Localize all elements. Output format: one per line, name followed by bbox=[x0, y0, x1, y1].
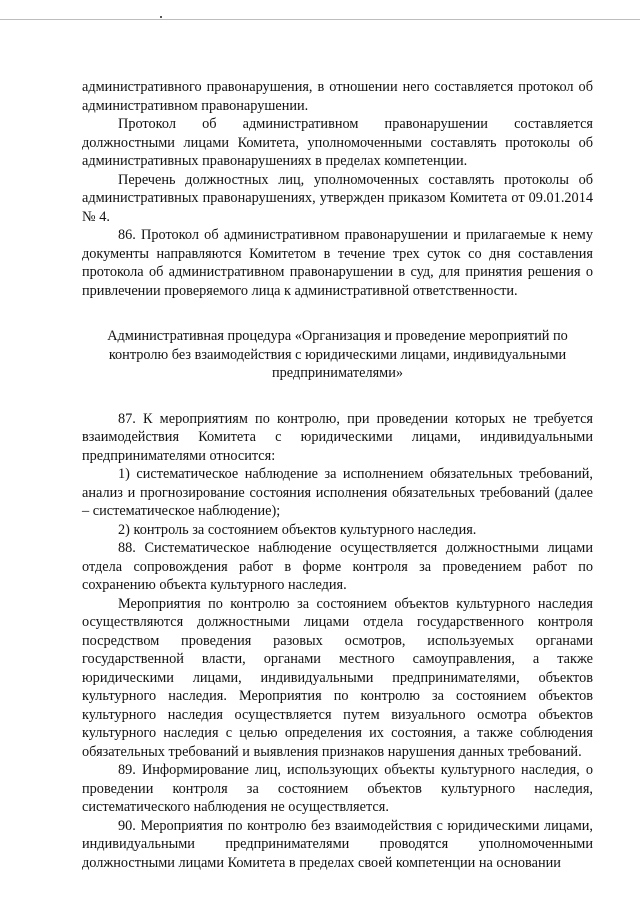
scan-speck bbox=[160, 16, 162, 18]
paragraph-86: 86. Протокол об административном правонарушении и прилагаемые к нему документы направляются Комитетом в течение трех суток со дня составления протокола об административном правонарушении в суд, для принятия решения о привлечении проверяемого лица к административной ответственности. bbox=[82, 227, 593, 299]
paragraph-87: 87. К мероприятиям по контролю, при проведении которых не требуется взаимодействия Комитета с юридическими лицами, индивидуальными предпринимателями относится: bbox=[82, 410, 593, 464]
scan-edge-line bbox=[0, 19, 640, 20]
paragraph-88: 88. Систематическое наблюдение осуществляется должностными лицами отдела сопровождения работ в форме контроля за проведением работ по сохранению объекта культурного наследия. bbox=[82, 540, 593, 593]
document-body bbox=[82, 78, 593, 872]
paragraph-protocol: Протокол об административном правонарушении составляется должностными лицами Комитета, уполномоченными составлять протоколы об административных правонарушениях в пределах компетенции. bbox=[82, 116, 593, 169]
section-heading: Административная процедура «Организация и проведение мероприятий по контролю без взаимодействия с юридическими лицами, индивидуальными предпринимателями» bbox=[107, 328, 568, 381]
paragraph-officials-list: Перечень должностных лиц, уполномоченных составлять протоколы об административных правонарушениях, утвержден приказом Комитета от 09.01.2014 № 4. bbox=[82, 171, 593, 225]
paragraph-continuation: административного правонарушения, в отношении него составляется протокол об административном правонарушении. bbox=[82, 79, 593, 114]
paragraph-inspection-measures: Мероприятия по контролю за состоянием объектов культурного наследия осуществляются должностными лицами отдела государственного контроля посредством проведения разовых осмотров, используемых органами государственной власти, органами местного самоуправления, а также юридическими лицами, индивидуальными предпринимателями, объектов культурного наследия. Мероприятия по контролю за состоянием объектов культурного наследия осуществляется путем визуального осмотра объектов культурного наследия с целью определения их состояния, а также соблюдения обязательных требований и выявления признаков нарушения данных требований. bbox=[82, 595, 593, 760]
paragraph-90: 90. Мероприятия по контролю без взаимодействия с юридическими лицами, индивидуальными предпринимателями проводятся уполномоченными должностными лицами Комитета в пределах своей компетенции на основании bbox=[82, 817, 593, 871]
paragraph-89: 89. Информирование лиц, использующих объекты культурного наследия, о проведении контроля за состоянием объектов культурного наследия, систематического наблюдения не осуществляется. bbox=[82, 762, 593, 815]
list-item-1: 1) систематическое наблюдение за исполнением обязательных требований, анализ и прогнозирование состояния исполнения обязательных требований (далее – систематическое наблюдение); bbox=[82, 466, 593, 519]
list-item-2: 2) контроль за состоянием объектов культурного наследия. bbox=[118, 521, 477, 538]
